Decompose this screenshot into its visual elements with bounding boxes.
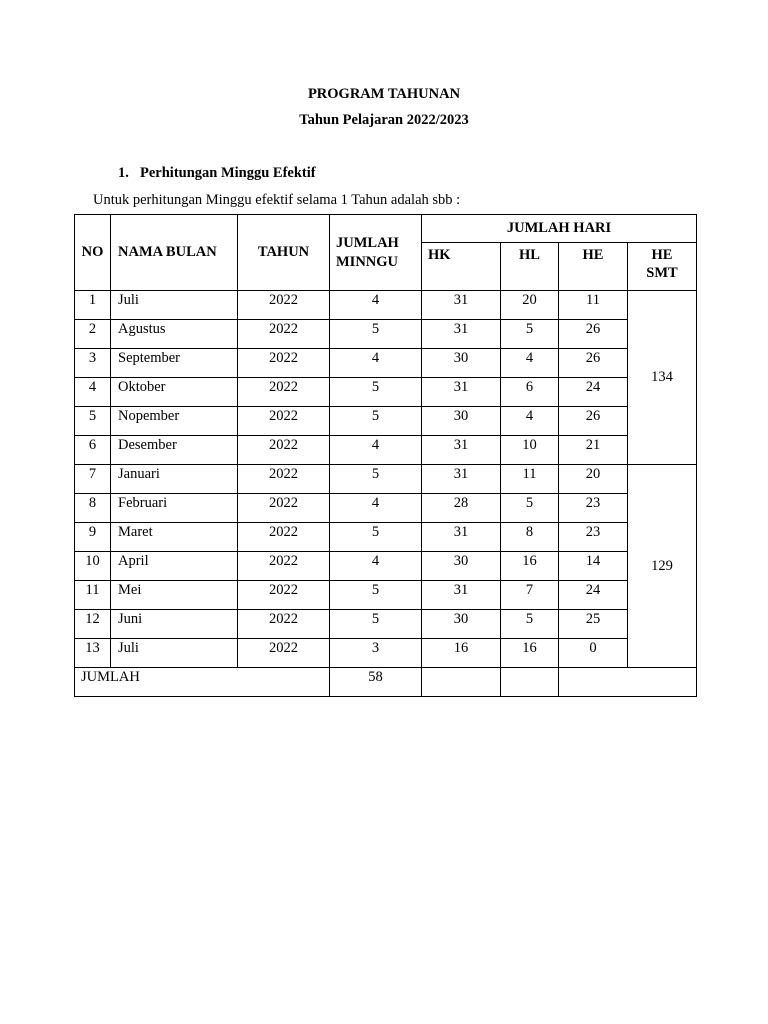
cell-hk: 30 [422, 407, 501, 436]
cell-minggu: 4 [330, 291, 422, 320]
cell-hl: 16 [501, 552, 559, 581]
cell-hk: 30 [422, 552, 501, 581]
cell-tahun: 2022 [238, 552, 330, 581]
cell-hk: 30 [422, 610, 501, 639]
table-row [75, 581, 697, 610]
cell-bulan: Oktober [111, 378, 238, 407]
cell-no: 12 [75, 610, 111, 639]
cell-minggu: 5 [330, 407, 422, 436]
section-title: Perhitungan Minggu Efektif [140, 165, 316, 181]
header-he-smt [628, 243, 697, 291]
header-hk: HK [422, 243, 501, 291]
header-he: HE [559, 243, 628, 291]
cell-hl: 5 [501, 494, 559, 523]
cell-hl: 4 [501, 407, 559, 436]
cell-minggu: 5 [330, 320, 422, 349]
cell-minggu: 5 [330, 465, 422, 494]
cell-bulan: September [111, 349, 238, 378]
document-title: PROGRAM TAHUNAN [307, 86, 461, 102]
cell-hk: 28 [422, 494, 501, 523]
cell-he: 23 [559, 494, 628, 523]
cell-he: 11 [559, 291, 628, 320]
section-number: 1. [118, 165, 129, 181]
cell-hk: 31 [422, 320, 501, 349]
header-jumlah-minggu-line1: JUMLAH [336, 234, 399, 251]
cell-hk: 16 [422, 639, 501, 668]
semester-1-total: 134 [628, 291, 697, 465]
cell-tahun: 2022 [238, 349, 330, 378]
table-row [75, 320, 697, 349]
cell-bulan: Maret [111, 523, 238, 552]
cell-tahun: 2022 [238, 581, 330, 610]
cell-no: 8 [75, 494, 111, 523]
cell-bulan: Januari [111, 465, 238, 494]
cell-bulan: Mei [111, 581, 238, 610]
cell-he: 26 [559, 407, 628, 436]
cell-hl: 7 [501, 581, 559, 610]
cell-he: 23 [559, 523, 628, 552]
cell-hk: 31 [422, 436, 501, 465]
cell-minggu: 5 [330, 610, 422, 639]
cell-hl: 6 [501, 378, 559, 407]
header-he-smt-line2: SMT [646, 265, 678, 281]
table-row [75, 378, 697, 407]
table-row [75, 639, 697, 668]
cell-tahun: 2022 [238, 291, 330, 320]
cell-no: 6 [75, 436, 111, 465]
table-row [75, 349, 697, 378]
table-row [75, 407, 697, 436]
table-body [75, 291, 697, 697]
cell-bulan: Juli [111, 291, 238, 320]
cell-hl: 20 [501, 291, 559, 320]
cell-hl: 16 [501, 639, 559, 668]
cell-minggu: 5 [330, 523, 422, 552]
cell-no: 7 [75, 465, 111, 494]
cell-hl: 8 [501, 523, 559, 552]
cell-hl: 5 [501, 320, 559, 349]
cell-hk: 31 [422, 465, 501, 494]
cell-hl: 5 [501, 610, 559, 639]
cell-bulan: Agustus [111, 320, 238, 349]
cell-tahun: 2022 [238, 436, 330, 465]
cell-he: 24 [559, 581, 628, 610]
cell-no: 13 [75, 639, 111, 668]
table-row [75, 494, 697, 523]
cell-no: 5 [75, 407, 111, 436]
cell-he: 26 [559, 349, 628, 378]
header-jumlah-minggu [330, 215, 422, 291]
semester-2-total: 129 [628, 465, 697, 668]
cell-tahun: 2022 [238, 494, 330, 523]
cell-he: 26 [559, 320, 628, 349]
intro-text: Untuk perhitungan Minggu efektif selama 1 Tahun adalah sbb : [93, 192, 461, 208]
cell-bulan: Nopember [111, 407, 238, 436]
cell-hl: 4 [501, 349, 559, 378]
header-no: NO [75, 215, 111, 291]
cell-tahun: 2022 [238, 523, 330, 552]
cell-bulan: Juli [111, 639, 238, 668]
minggu-efektif-table [74, 214, 697, 697]
cell-no: 1 [75, 291, 111, 320]
cell-hk: 31 [422, 378, 501, 407]
cell-bulan: Februari [111, 494, 238, 523]
table-footer-row [75, 668, 697, 697]
cell-hk: 31 [422, 291, 501, 320]
header-he-smt-line1: HE [651, 247, 673, 263]
cell-minggu: 3 [330, 639, 422, 668]
cell-tahun: 2022 [238, 378, 330, 407]
table-row [75, 465, 697, 494]
cell-hl: 11 [501, 465, 559, 494]
footer-total-minggu: 58 [330, 668, 422, 697]
cell-bulan: April [111, 552, 238, 581]
cell-no: 2 [75, 320, 111, 349]
cell-he: 25 [559, 610, 628, 639]
cell-hl: 10 [501, 436, 559, 465]
cell-he: 21 [559, 436, 628, 465]
header-jumlah-minggu-line2: MINNGU [336, 253, 399, 270]
table-row [75, 291, 697, 320]
cell-he: 24 [559, 378, 628, 407]
cell-minggu: 4 [330, 494, 422, 523]
table-row [75, 523, 697, 552]
header-tahun: TAHUN [238, 215, 330, 291]
header-jumlah-hari: JUMLAH HARI [422, 215, 697, 243]
cell-minggu: 4 [330, 436, 422, 465]
cell-hk: 31 [422, 523, 501, 552]
cell-he: 20 [559, 465, 628, 494]
cell-hk: 31 [422, 581, 501, 610]
header-nama-bulan: NAMA BULAN [111, 215, 238, 291]
footer-jumlah-label: JUMLAH [75, 668, 330, 697]
cell-no: 3 [75, 349, 111, 378]
cell-no: 10 [75, 552, 111, 581]
cell-no: 9 [75, 523, 111, 552]
cell-minggu: 4 [330, 552, 422, 581]
header-hl: HL [501, 243, 559, 291]
cell-tahun: 2022 [238, 320, 330, 349]
cell-he: 14 [559, 552, 628, 581]
cell-minggu: 5 [330, 378, 422, 407]
cell-tahun: 2022 [238, 639, 330, 668]
cell-hk: 30 [422, 349, 501, 378]
cell-bulan: Desember [111, 436, 238, 465]
document-subtitle: Tahun Pelajaran 2022/2023 [299, 112, 469, 128]
table-row [75, 610, 697, 639]
cell-tahun: 2022 [238, 407, 330, 436]
cell-no: 11 [75, 581, 111, 610]
cell-minggu: 4 [330, 349, 422, 378]
cell-no: 4 [75, 378, 111, 407]
table-row [75, 552, 697, 581]
table-row [75, 436, 697, 465]
cell-he: 0 [559, 639, 628, 668]
section-heading [118, 165, 316, 182]
cell-bulan: Juni [111, 610, 238, 639]
cell-tahun: 2022 [238, 610, 330, 639]
footer-empty-hk [422, 668, 501, 697]
cell-minggu: 5 [330, 581, 422, 610]
footer-empty-he [559, 668, 697, 697]
cell-tahun: 2022 [238, 465, 330, 494]
footer-empty-hl [501, 668, 559, 697]
